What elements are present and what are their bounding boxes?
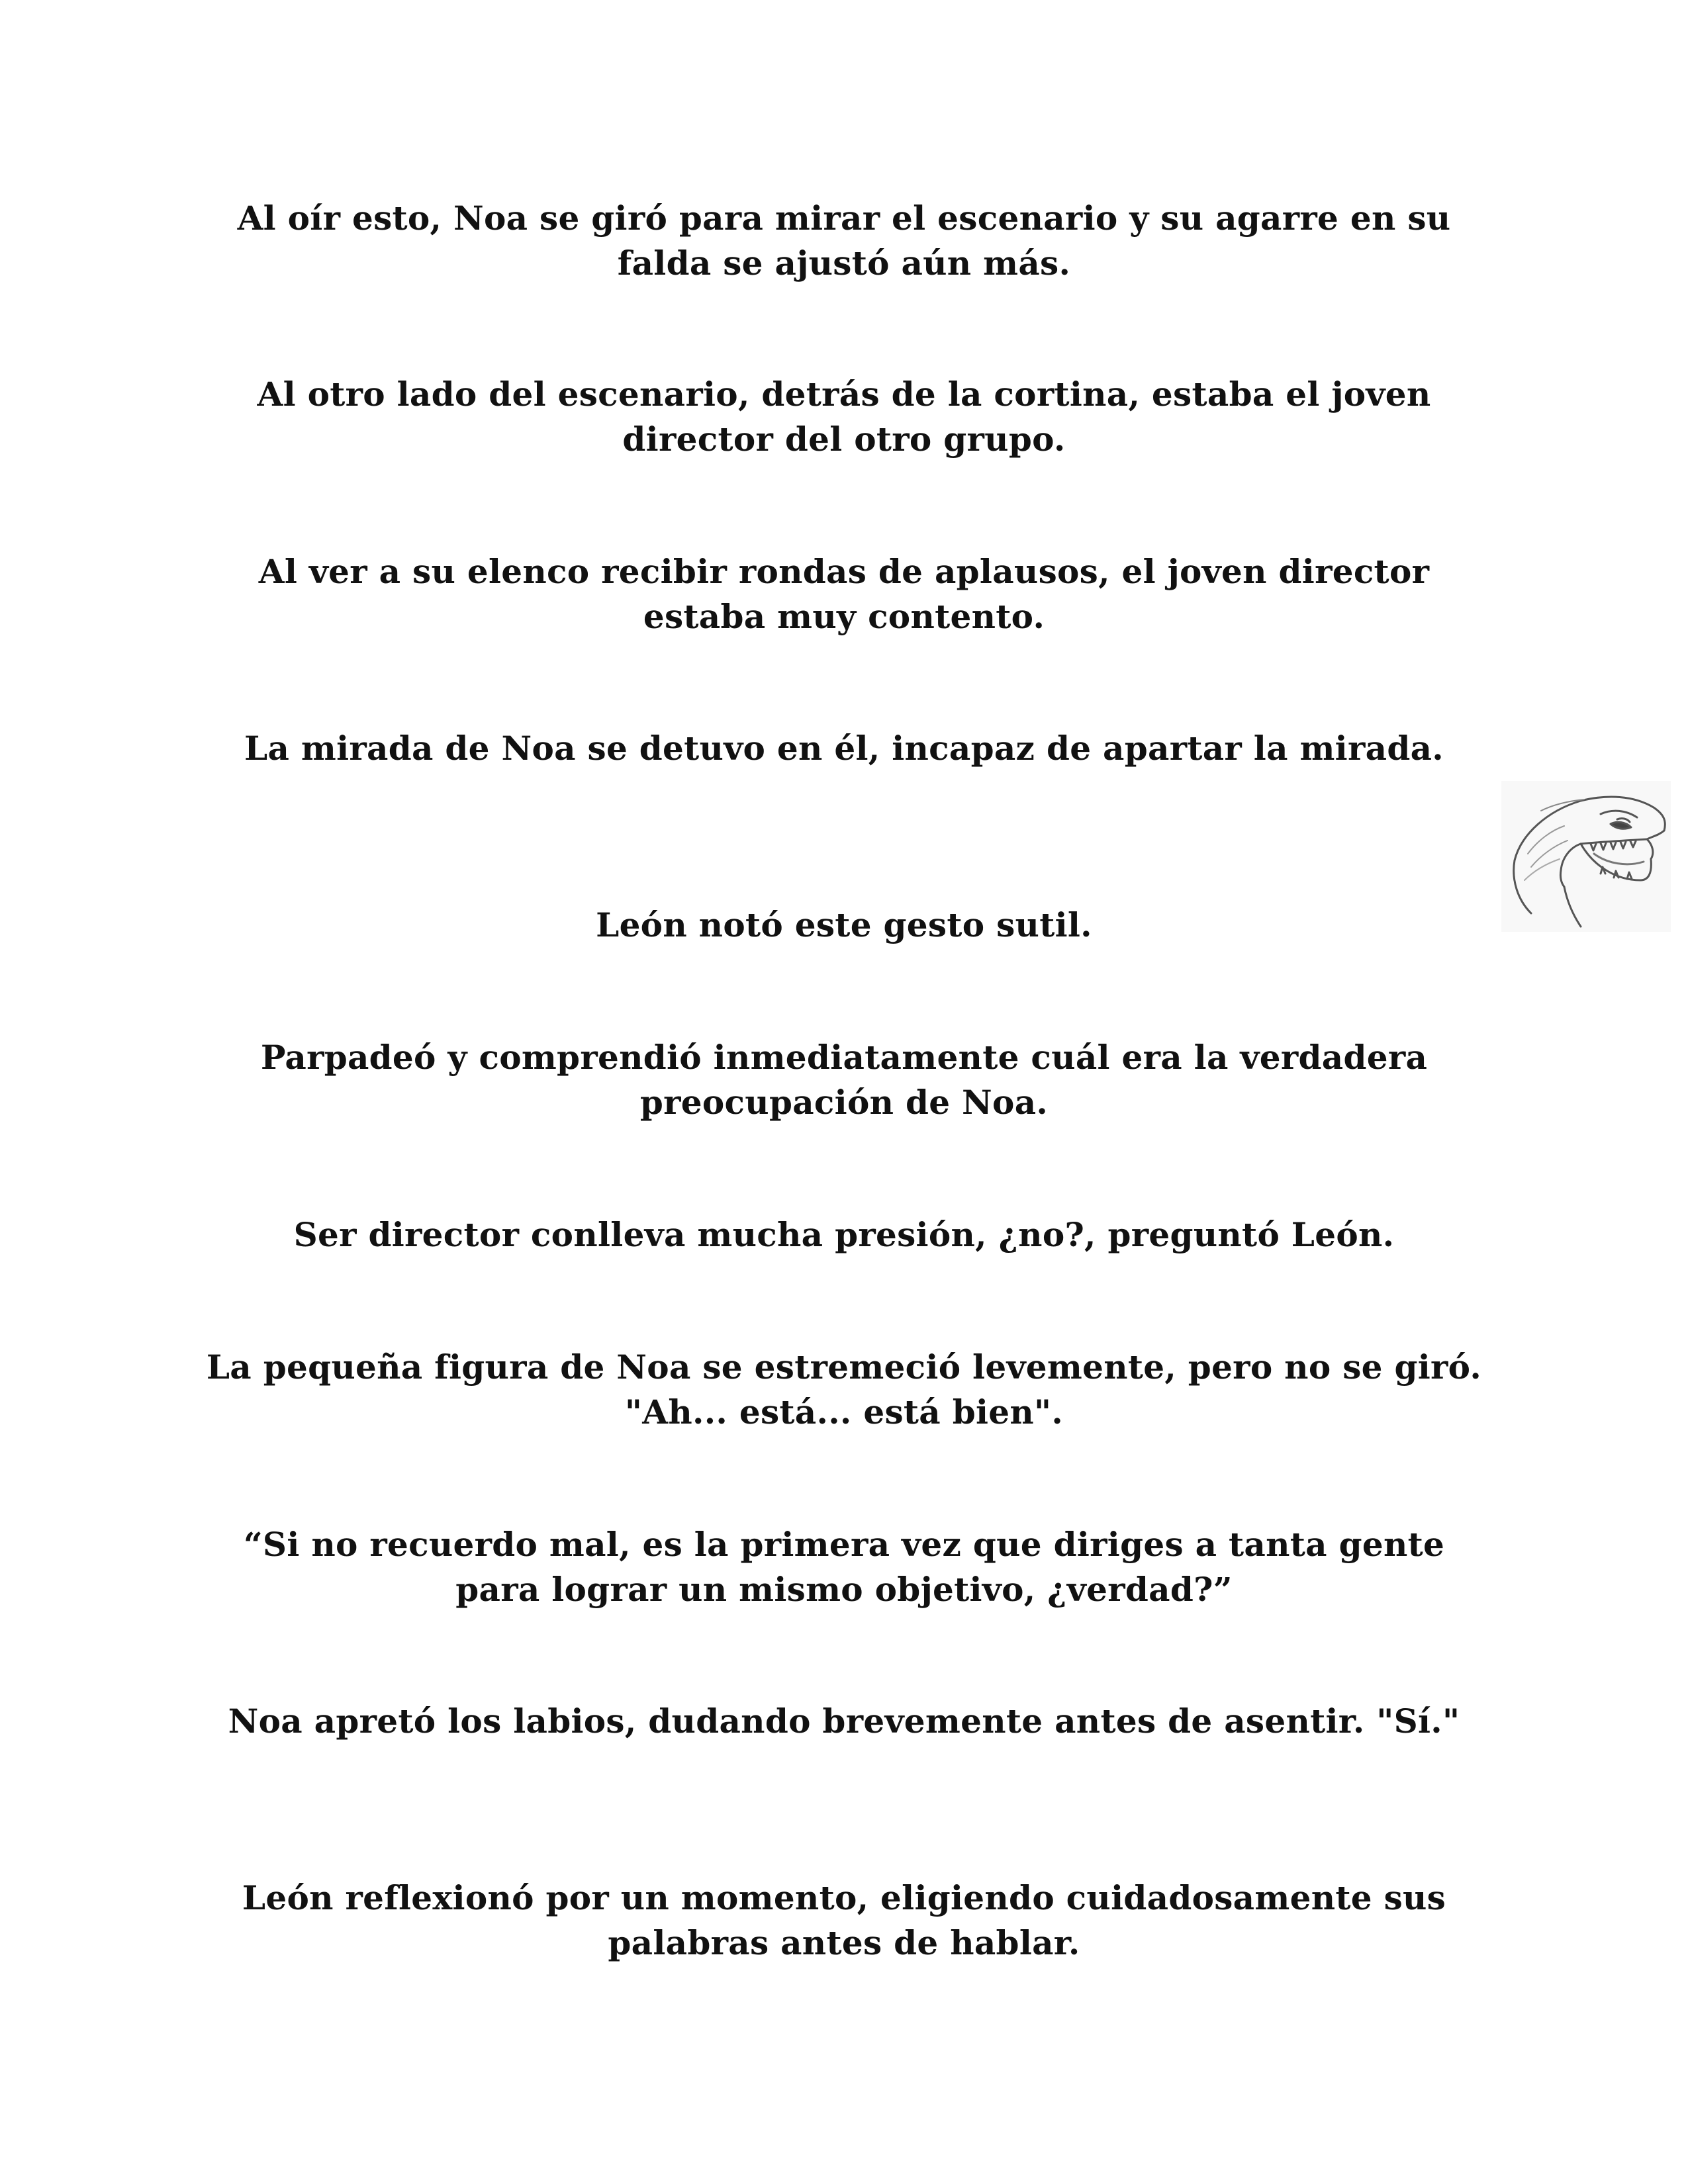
paragraph-9: “Si no recuerdo mal, es la primera vez que diriges a tanta gente para lograr un mismo objetivo, ¿verdad?” [243, 1525, 1445, 1609]
paragraph-3: Al ver a su elenco recibir rondas de aplausos, el joven director estaba muy contento. [258, 552, 1430, 636]
paragraph-8: La pequeña figura de Noa se estremeció levemente, pero no se giró. "Ah... está... está bien". [206, 1347, 1482, 1432]
paragraph-6: Parpadeó y comprendió inmediatamente cuál era la verdadera preocupación de Noa. [260, 1038, 1428, 1122]
paragraph-10: Noa apretó los labios, dudando brevemente antes de asentir. "Sí." [228, 1702, 1460, 1741]
paragraph-11: León reflexionó por un momento, eligiendo cuidadosamente sus palabras antes de hablar. [242, 1878, 1446, 1962]
paragraph-2: Al otro lado del escenario, detrás de la cortina, estaba el joven director del otro grupo. [257, 375, 1431, 459]
paragraph-4: La mirada de Noa se detuvo en él, incapaz de apartar la mirada. [244, 729, 1444, 768]
paragraph-5: León notó este gesto sutil. [596, 905, 1092, 944]
dinosaur-head-sketch-icon [1501, 781, 1671, 932]
paragraph-1: Al oír esto, Noa se giró para mirar el escenario y su agarre en su falda se ajustó aún más. [237, 199, 1451, 283]
paragraph-7: Ser director conlleva mucha presión, ¿no?, preguntó León. [293, 1215, 1395, 1254]
